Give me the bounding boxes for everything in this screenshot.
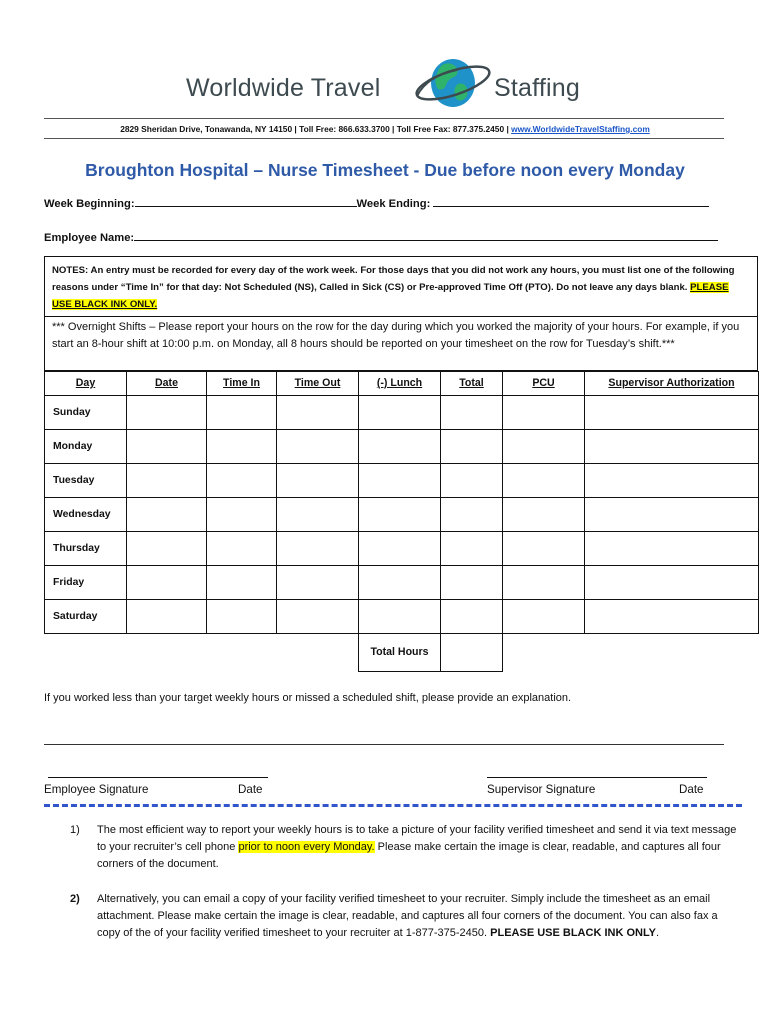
instruction-number: 1) bbox=[70, 824, 80, 836]
supervisor-cell[interactable] bbox=[585, 430, 759, 464]
table-row bbox=[45, 498, 759, 532]
supervisor-signature-label: Supervisor Signature bbox=[487, 783, 596, 796]
time-in-cell[interactable] bbox=[207, 464, 277, 498]
lunch-cell[interactable] bbox=[359, 498, 441, 532]
header-supervisor-authorization: Supervisor Authorization bbox=[585, 372, 759, 396]
pcu-cell[interactable] bbox=[503, 600, 585, 634]
notes-box bbox=[44, 256, 758, 317]
company-address bbox=[0, 124, 770, 134]
explanation-field[interactable] bbox=[44, 744, 724, 745]
date-cell[interactable] bbox=[127, 498, 207, 532]
time-out-cell[interactable] bbox=[277, 396, 359, 430]
pcu-cell[interactable] bbox=[503, 532, 585, 566]
employee-name-label: Employee Name: bbox=[44, 232, 135, 244]
week-beginning-field[interactable] bbox=[135, 195, 357, 207]
time-out-cell[interactable] bbox=[277, 566, 359, 600]
day-cell: Friday bbox=[45, 566, 127, 600]
notes-black-ink-highlight: PLEASE USE BLACK INK ONLY. bbox=[52, 282, 729, 310]
lunch-cell[interactable] bbox=[359, 464, 441, 498]
supervisor-cell[interactable] bbox=[585, 566, 759, 600]
header-pcu: PCU bbox=[503, 372, 585, 396]
supervisor-signature-line[interactable] bbox=[487, 777, 707, 778]
day-cell: Wednesday bbox=[45, 498, 127, 532]
website-link[interactable]: www.WorldwideTravelStaffing.com bbox=[511, 124, 650, 134]
total-cell[interactable] bbox=[441, 600, 503, 634]
supervisor-cell[interactable] bbox=[585, 396, 759, 430]
black-ink-note: PLEASE USE BLACK INK ONLY bbox=[490, 927, 656, 939]
time-in-cell[interactable] bbox=[207, 600, 277, 634]
logo-text-left: Worldwide Travel bbox=[186, 74, 381, 102]
day-cell: Monday bbox=[45, 430, 127, 464]
header-rule-bottom bbox=[44, 138, 724, 139]
total-cell[interactable] bbox=[441, 430, 503, 464]
employee-name-row bbox=[44, 229, 718, 244]
date-cell[interactable] bbox=[127, 566, 207, 600]
total-cell[interactable] bbox=[441, 396, 503, 430]
table-row bbox=[45, 464, 759, 498]
lunch-cell[interactable] bbox=[359, 430, 441, 464]
total-cell[interactable] bbox=[441, 464, 503, 498]
pcu-cell[interactable] bbox=[503, 498, 585, 532]
instruction-number: 2) bbox=[70, 893, 80, 905]
time-in-cell[interactable] bbox=[207, 532, 277, 566]
dashed-divider bbox=[44, 804, 742, 807]
pcu-cell[interactable] bbox=[503, 566, 585, 600]
week-beginning-row bbox=[44, 195, 709, 210]
pcu-cell[interactable] bbox=[503, 464, 585, 498]
time-out-cell[interactable] bbox=[277, 464, 359, 498]
employee-signature-label: Employee Signature bbox=[44, 783, 149, 796]
table-row bbox=[45, 566, 759, 600]
supervisor-date-label: Date bbox=[679, 783, 704, 796]
lunch-cell[interactable] bbox=[359, 600, 441, 634]
total-hours-row bbox=[45, 634, 759, 672]
supervisor-cell[interactable] bbox=[585, 532, 759, 566]
pcu-cell[interactable] bbox=[503, 396, 585, 430]
employee-signature-line[interactable] bbox=[48, 777, 268, 778]
lunch-cell[interactable] bbox=[359, 532, 441, 566]
table-header-row bbox=[45, 372, 759, 396]
date-cell[interactable] bbox=[127, 396, 207, 430]
employee-date-label: Date bbox=[238, 783, 263, 796]
total-cell[interactable] bbox=[441, 532, 503, 566]
time-out-cell[interactable] bbox=[277, 532, 359, 566]
table-row bbox=[45, 396, 759, 430]
timesheet-table bbox=[44, 371, 759, 672]
lunch-cell[interactable] bbox=[359, 566, 441, 600]
time-out-cell[interactable] bbox=[277, 498, 359, 532]
table-row bbox=[45, 430, 759, 464]
header-total: Total bbox=[441, 372, 503, 396]
pcu-cell[interactable] bbox=[503, 430, 585, 464]
overnight-shifts-note: *** Overnight Shifts – Please report your hours on the row for the day during which you worked the majority of your hours. For example, if you start an 8-hour shift at 10:00 p.m. on Monday, all 8 hours should be reported on your timesheet on the row for Tuesday’s shift.*** bbox=[44, 317, 758, 371]
header-rule-top bbox=[44, 118, 724, 119]
day-cell: Sunday bbox=[45, 396, 127, 430]
total-cell[interactable] bbox=[441, 566, 503, 600]
header-day: Day bbox=[45, 372, 127, 396]
week-ending-label: Week Ending: bbox=[356, 198, 431, 210]
time-in-cell[interactable] bbox=[207, 396, 277, 430]
globe-icon bbox=[412, 50, 494, 116]
time-in-cell[interactable] bbox=[207, 566, 277, 600]
logo-text-right: Staffing bbox=[494, 74, 580, 102]
supervisor-cell[interactable] bbox=[585, 498, 759, 532]
lunch-cell[interactable] bbox=[359, 396, 441, 430]
time-out-cell[interactable] bbox=[277, 600, 359, 634]
noon-monday-highlight: prior to noon every Monday. bbox=[238, 841, 375, 853]
instruction-text: Alternatively, you can email a copy of your facility verified timesheet to your recruiter. Simply include the timesheet as an email attachment. Please make certain the image is clear, readable, and captures all four corners of the document. You can also fax a copy of the of your facility verified timesheet to your recruiter at 1-877-375-2450. PLEASE USE BLACK INK ONLY. bbox=[97, 893, 718, 939]
date-cell[interactable] bbox=[127, 430, 207, 464]
notes-text: NOTES: An entry must be recorded for every day of the work week. For those days that you did not work any hours, you must list one of the following reasons under “Time In” for that day: Not Scheduled (NS), Called in Sick (CS) or Pre-approved Time Off (PTO). Do not leave any days blank. bbox=[52, 265, 735, 293]
supervisor-cell[interactable] bbox=[585, 600, 759, 634]
total-cell[interactable] bbox=[441, 498, 503, 532]
supervisor-cell[interactable] bbox=[585, 464, 759, 498]
instruction-text: The most efficient way to report your weekly hours is to take a picture of your facility verified timesheet and send it via text message to your recruiter’s cell phone prior to noon every Monday. Please make certain the image is clear, readable, and captures all four corners of the document. bbox=[97, 824, 737, 870]
header-lunch: (-) Lunch bbox=[359, 372, 441, 396]
day-cell: Thursday bbox=[45, 532, 127, 566]
header-time-out: Time Out bbox=[277, 372, 359, 396]
header-time-in: Time In bbox=[207, 372, 277, 396]
time-in-cell[interactable] bbox=[207, 430, 277, 464]
table-row bbox=[45, 600, 759, 634]
employee-name-field[interactable] bbox=[134, 229, 718, 241]
time-out-cell[interactable] bbox=[277, 430, 359, 464]
date-cell[interactable] bbox=[127, 600, 207, 634]
explanation-prompt: If you worked less than your target weekly hours or missed a scheduled shift, please provide an explanation. bbox=[44, 692, 572, 704]
page-title: Broughton Hospital – Nurse Timesheet - Due before noon every Monday bbox=[85, 160, 685, 180]
week-beginning-label: Week Beginning: bbox=[44, 198, 135, 210]
table-row bbox=[45, 532, 759, 566]
header-date: Date bbox=[127, 372, 207, 396]
total-hours-label: Total Hours bbox=[359, 634, 441, 672]
time-in-cell[interactable] bbox=[207, 498, 277, 532]
day-cell: Tuesday bbox=[45, 464, 127, 498]
date-cell[interactable] bbox=[127, 464, 207, 498]
week-ending-field[interactable] bbox=[433, 195, 709, 207]
day-cell: Saturday bbox=[45, 600, 127, 634]
address-text: 2829 Sheridan Drive, Tonawanda, NY 14150 | Toll Free: 866.633.3700 | Toll Free Fax: 877.375.2450 | bbox=[120, 124, 509, 134]
total-hours-field[interactable] bbox=[441, 634, 503, 672]
company-logo bbox=[0, 48, 770, 108]
date-cell[interactable] bbox=[127, 532, 207, 566]
